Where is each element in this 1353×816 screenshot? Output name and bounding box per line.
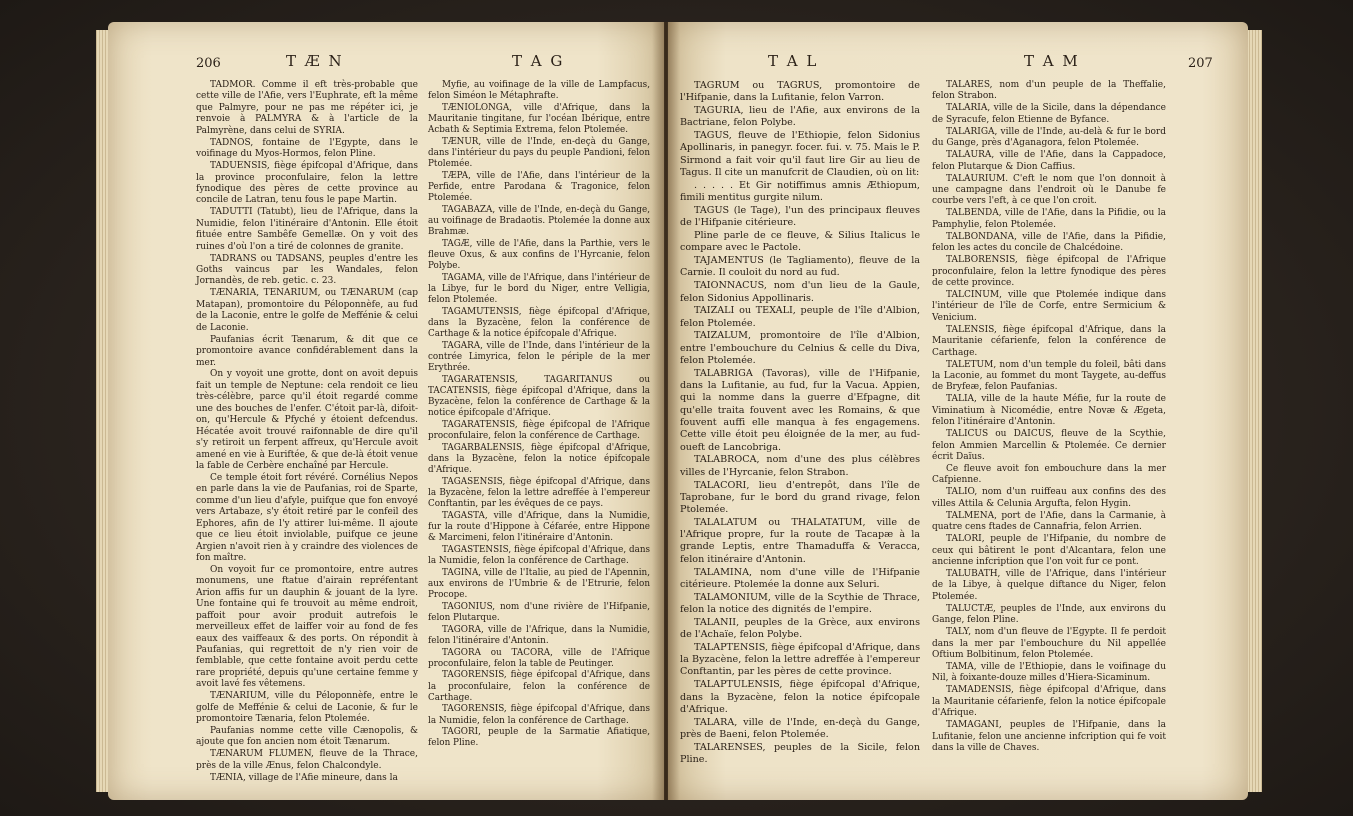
entry-paragraph: TÆNIA, village de l'Afie mineure, dans la bbox=[210, 772, 398, 783]
entry-paragraph: TÆNARIA, TENARIUM, ou TÆNARUM (cap Matapan), promontoire du Péloponnèfe, au fud de la Laconie, entre le golfe de Meffénie & celui de Laconie. bbox=[196, 288, 418, 333]
entry-paragraph: TAGRUM ou TAGRUS, promontoire de l'Hifpanie, dans la Lufitanie, felon Varron. bbox=[680, 80, 920, 104]
book-gutter bbox=[652, 22, 680, 800]
entry-paragraph: TAIZALUM, promontoire de l'île d'Albion, entre l'embouchure du Celnius & celle du Diva, felon Ptolemée. bbox=[680, 330, 920, 367]
entry-paragraph: TADNOS, fontaine de l'Egypte, dans le voifinage du Myos-Hormos, felon Pline. bbox=[196, 137, 418, 160]
entry-paragraph: TAGORA, ville de l'Afrique, dans la Numidie, felon l'itinéraire d'Antonin. bbox=[428, 624, 650, 646]
entry-paragraph: TALALATUM ou THALATATUM, ville de l'Afrique propre, fur la route de Tacapæ à la grande Leptis, entre Thamaduffa & Veracca, felon itinéraire d'Antonin. bbox=[680, 516, 920, 565]
entry-paragraph: TAGUS (le Tage), l'un des principaux fleuves de l'Hifpanie citérieure. bbox=[680, 204, 920, 229]
entry-paragraph: TALABRIGA (Tavoras), ville de l'Hifpanie, dans la Lufitanie, au fud, fur la Vacua. Appien, qui la nomme dans la guerre d'Efpagne, dit qu'elle traita fouvent avec les Romains, & que fouvent auffi elle manqua à fes engagemens. Cette ville étoit peu éloignée de la mer, au fud-oueft de Lancobriga. bbox=[680, 367, 920, 453]
entry-paragraph: TADRANS ou TADSANS, peuples d'entre les Goths vaincus par les Wandales, felon Jornandès, de reb. getic. c. 23. bbox=[196, 253, 418, 287]
entry-paragraph: TAJAMENTUS (le Tagliamento), fleuve de la Carnie. Il couloit du nord au fud. bbox=[680, 255, 920, 279]
entry-paragraph: TALMENA, port de l'Afie, dans la Carmanie, à quatre cens ftades de Cannafria, felon Arrien. bbox=[932, 510, 1166, 533]
entry-paragraph: TALCINUM, ville que Ptolemée indique dans l'intérieur de l'île de Corfe, entre Sermicium & Venicium. bbox=[932, 289, 1166, 323]
entry-paragraph: Myfie, au voifinage de la ville de Lampfacus, felon Siméon le Métaphrafte. bbox=[428, 80, 650, 102]
entry-paragraph: TALICUS ou DAICUS, fleuve de la Scythie, felon Ammien Marcellin & Ptolemée. Ce dernier écrit Daïus. bbox=[932, 429, 1166, 462]
right-column-2 bbox=[932, 80, 1166, 755]
entry-paragraph: TAGABAZA, ville de l'Inde, en-deçà du Gange, au voifinage de Bradaotis. Ptolemée la donne aux Brahmæ. bbox=[428, 204, 650, 238]
entry-paragraph: TALAPTENSIS, fiège épifcopal d'Afrique, dans la Byzacène, felon la lettre adreffée à l'empereur Conftantin, par les pères de cette province. bbox=[680, 641, 920, 678]
entry-paragraph: TALBORENSIS, fiège épifcopal de l'Afrique proconfulaire, felon la lettre fynodique des pères de cette province. bbox=[932, 255, 1166, 288]
entry-paragraph: TÆNIOLONGA, ville d'Afrique, dans la Mauritanie tingitane, fur l'océan Ibérique, entre Acbath & Septimia Extrema, felon Ptolemée. bbox=[428, 102, 650, 136]
entry-paragraph: TALARENSES, peuples de la Sicile, felon Pline. bbox=[680, 741, 920, 766]
entry-paragraph: TALORI, peuple de l'Hifpanie, du nombre de ceux qui bâtirent le pont d'Alcantara, felon une ancienne infcription que l'on voit fur ce pont. bbox=[932, 534, 1166, 567]
entry-paragraph: TAGORENSIS, fiège épifcopal d'Afrique, dans la proconfulaire, felon la conférence de Carthage. bbox=[428, 670, 650, 703]
entry-paragraph: TAGARATENSIS, TAGARITANUS ou TACATENSIS, fiège épifcopal d'Afrique, dans la Byzacène, felon la conférence de Carthage & la notice épifcopale d'Afrique. bbox=[428, 374, 650, 419]
entry-paragraph: TADMOR. Comme il eft très-probable que cette ville de l'Afie, vers l'Euphrate, eft la même que Palmyre, pour ne pas me répéter ici, je renvoie à PALMYRA & à l'article de la Palmyrène, dans celui de SYRIA. bbox=[196, 80, 418, 136]
entry-paragraph: Pline parle de ce fleuve, & Silius Italicus le compare avec le Pactole. bbox=[680, 230, 920, 254]
entry-paragraph: TAGARBALENSIS, fiège épifcopal d'Afrique, dans la Byzacène, felon la notice épifcopale d'Afrique. bbox=[428, 443, 650, 476]
entry-paragraph: TAIONNACUS, nom d'un lieu de la Gaule, felon Sidonius Appollinaris. bbox=[680, 280, 920, 304]
entry-paragraph: Ce fleuve avoit fon embouchure dans la mer Cafpienne. bbox=[932, 463, 1166, 486]
entry-paragraph: TALAURIUM. C'eft le nom que l'on donnoit à une campagne dans l'endroit où le Danube fe courbe vers l'eft, à ce que l'on croit. bbox=[932, 173, 1166, 207]
entry-paragraph: TAGARA, ville de l'Inde, dans l'intérieur de la contrée Limyrica, felon le périple de la mer Erythrée. bbox=[428, 340, 650, 374]
entry-paragraph: TALENSIS, fiège épifcopal d'Afrique, dans la Mauritanie céfarienfe, felon la conférence de Carthage. bbox=[932, 324, 1166, 358]
right-page bbox=[668, 22, 1248, 800]
entry-paragraph: TÆNARUM FLUMEN, fleuve de la Thrace, près de la ville Ænus, felon Chalcondyle. bbox=[196, 749, 418, 771]
entry-paragraph: TAGORENSIS, fiège épifcopal d'Afrique, dans la Numidie, felon la conférence de Carthage. bbox=[428, 704, 650, 726]
entry-paragraph: TAGASTENSIS, fiège épifcopal d'Afrique, dans la Numidie, felon la conférence de Carthage. bbox=[428, 545, 650, 567]
left-running-head-right: T A G bbox=[512, 52, 565, 70]
entry-paragraph: TADUENSIS, fiège épifcopal d'Afrique, dans la province proconfulaire, felon la lettre fynodique des pères de cette province au concile de Latran, tenu fous le pape Martin. bbox=[196, 161, 418, 206]
entry-paragraph: TALETUM, nom d'un temple du foleil, bâti dans la Laconie, au fommet du mont Taygete, au-deffus de Bryfeæ, felon Paufanias. bbox=[932, 359, 1166, 393]
entry-paragraph: TADUTTI (Tatubt), lieu de l'Afrique, dans la Numidie, felon l'itinéraire d'Antonin. Elle étoit fituée entre Sambêfe Gemellæ. On y voit des ruines d'où l'on a tiré de colonnes de granite. bbox=[196, 207, 418, 252]
entry-paragraph: TALAMINA, nom d'une ville de l'Hifpanie citérieure. Ptolemée la donne aux Seluri. bbox=[680, 566, 920, 590]
entry-paragraph: TAGAMA, ville de l'Afrique, dans l'intérieur de la Libye, fur le bord du Niger, entre Velligia, felon Ptolemée. bbox=[428, 272, 650, 306]
entry-paragraph: Ce temple étoit fort révéré. Cornélius Nepos en parle dans la vie de Paufanias, roi de Sparte, comme d'un lieu d'afyle, puifque que fon envoyé vers Artabaze, s'y étoit retiré par le confeil des Ephores, afin de l'y attirer lui-même. Il ajoute que ce lieu étoit inviolable, puifque ce jeune Argien n'avoit rien à y craindre des violences de fon maître. bbox=[196, 472, 418, 563]
entry-paragraph: TALBENDA, ville de l'Afie, dans la Pifidie, ou la Pamphylie, felon Ptolemée. bbox=[932, 208, 1166, 230]
entry-paragraph: TAMA, ville de l'Ethiopie, dans le voifinage du Nil, à foixante-douze milles d'Hiera-Sicaminum. bbox=[932, 661, 1166, 684]
right-page-edges bbox=[1246, 30, 1262, 792]
entry-paragraph: TAGURIA, lieu de l'Afie, aux environs de la Bactriane, felon Polybe. bbox=[680, 105, 920, 129]
entry-paragraph: . . . . . Et Gir notiffimus amnis Æthiopum, fimili mentitus gurgite nilum. bbox=[680, 179, 920, 204]
entry-paragraph: TAGARATENSIS, fiège épifcopal de l'Afrique proconfulaire, felon la conférence de Carthage. bbox=[428, 420, 650, 442]
entry-paragraph: TALBONDANA, ville de l'Afie, dans la Pifidie, felon les actes du concile de Chalcédoine. bbox=[932, 231, 1166, 254]
entry-paragraph: TALAURA, ville de l'Afie, dans la Cappadoce, felon Plutarque & Dion Caffius. bbox=[932, 150, 1166, 172]
entry-paragraph: TAGINA, ville de l'Italie, au pied de l'Apennin, aux environs de l'Umbrie & de l'Etrurie, felon Procope. bbox=[428, 567, 650, 601]
entry-paragraph: TÆNARIUM, ville du Péloponnèfe, entre le golfe de Meffénie & celui de Laconie, & fur le promontoire Tænaria, felon Ptolemée. bbox=[196, 691, 418, 725]
entry-paragraph: Paufanias écrit Tænarum, & dit que ce promontoire avance confidérablement dans la mer. bbox=[196, 334, 418, 368]
left-running-head-left: T Æ N bbox=[286, 52, 344, 70]
right-running-head-right: T A M bbox=[1024, 52, 1080, 70]
entry-paragraph: TALARES, nom d'un peuple de la Theffalie, felon Strabon. bbox=[932, 80, 1166, 102]
entry-paragraph: TALIO, nom d'un ruiffeau aux confins des des villes Attila & Celunia Argufta, felon Hygin. bbox=[932, 487, 1166, 509]
entry-paragraph: TAGAMUTENSIS, fiège épifcopal d'Afrique, dans la Byzacène, felon la conférence de Carthage & la notice épifcopale d'Afrique. bbox=[428, 306, 650, 340]
entry-paragraph: TAGONIUS, nom d'une rivière de l'Hifpanie, felon Plutarque. bbox=[428, 601, 650, 624]
entry-paragraph: TALABROCA, nom d'une des plus célèbres villes de l'Hyrcanie, felon Strabon. bbox=[680, 454, 920, 478]
right-page-number: 207 bbox=[1188, 56, 1213, 71]
entry-paragraph: TALANII, peuples de la Grèce, aux environs de l'Achaïe, felon Polybe. bbox=[680, 616, 920, 641]
entry-paragraph: On voyoit fur ce promontoire, entre autres monumens, une ftatue d'airain repréfentant Arion affis fur un dauphin & jouant de la lyre. Une fontaine qui fe trouvoit au même endroit, paffoit pour avoir produit autrefois le merveilleux effet de laiffer voir au fond de fes eaux des vaiffeaux & des ports. On répondit à Paufanias, qui regrettoit de n'y rien voir de femblable, que cette fontaine avoit perdu cette rare propriété, depuis qu'une certaine femme y avoit lavé fes vêtemens. bbox=[196, 564, 418, 690]
entry-paragraph: TAGORA ou TACORA, ville de l'Afrique proconfulaire, felon la table de Peutinger. bbox=[428, 647, 650, 669]
left-page bbox=[108, 22, 664, 800]
entry-paragraph: TÆPA, ville de l'Afie, dans l'intérieur de la Perfide, entre Parodana & Tragonice, felon Ptolemée. bbox=[428, 170, 650, 204]
left-column-1 bbox=[196, 80, 418, 785]
entry-paragraph: TALIA, ville de la haute Méfie, fur la route de Viminatium à Nicomédie, entre Novæ & Ægeta, felon l'itinéraire d'Antonin. bbox=[932, 394, 1166, 428]
entry-paragraph: TÆNUR, ville de l'Inde, en-deçà du Gange, dans l'intérieur du pays du peuple Pandioni, felon Ptolemée. bbox=[428, 136, 650, 170]
entry-paragraph: TALY, nom d'un fleuve de l'Egypte. Il fe perdoit dans la mer par l'embouchure du Nil appellée Oftium Bolbitinum, felon Ptolemée. bbox=[932, 627, 1166, 660]
entry-paragraph: TAGORI, peuple de la Sarmatie Afiatique, felon Pline. bbox=[428, 727, 650, 749]
entry-paragraph: On y voyoit une grotte, dont on avoit depuis fait un temple de Neptune: cela rendoit ce lieu très-célèbre, parce qu'il étoit regardé comme une des bouches de l'enfer. C'étoit par-là, difoit-on, qu'Hercule & Pfyché y étoient defcendus. Hécatée avoit trouvé raifonnable de dire qu'il s'y retiroit un ferpent affreux, qu'Hercule avoit amené en vie à Euriftée, & que de-là étoit venue la fable de Cerbère enchaîné par Hercule. bbox=[196, 369, 418, 471]
entry-paragraph: TAGASENSIS, fiège épifcopal d'Afrique, dans la Byzacène, felon la lettre adreffée à l'empereur Conftantin, par les évêques de ce pays. bbox=[428, 477, 650, 510]
entry-paragraph: TALAMONIUM, ville de la Scythie de Thrace, felon la notice des dignités de l'empire. bbox=[680, 591, 920, 615]
left-column-2 bbox=[428, 80, 650, 750]
left-page-number: 206 bbox=[196, 56, 221, 71]
entry-paragraph: TAGÆ, ville de l'Afie, dans la Parthie, vers le fleuve Oxus, & aux confins de l'Hyrcanie, felon Polybe. bbox=[428, 238, 650, 272]
entry-paragraph: TAMADENSIS, fiège épifcopal d'Afrique, dans la Mauritanie céfarienfe, felon la notice épifcopale d'Afrique. bbox=[932, 685, 1166, 719]
entry-paragraph: TALARIA, ville de la Sicile, dans la dépendance de Syracufe, felon Etienne de Byfance. bbox=[932, 103, 1166, 125]
entry-paragraph: TAGUS, fleuve de l'Ethiopie, felon Sidonius Apollinaris, in panegyr. focer. fui. v. 75. Mais le P. Sirmond a fait voir qu'il faut lire Gir au lieu de Tagus. Il cite un manufcrit de Claudien, où on lit: bbox=[680, 130, 920, 179]
entry-paragraph: TALUBATH, ville de l'Afrique, dans l'intérieur de la Libye, à quelque diftance du Niger, felon Ptolemée. bbox=[932, 568, 1166, 602]
entry-paragraph: TALACORI, lieu d'entrepôt, dans l'île de Taprobane, fur le bord du grand rivage, felon Ptolemée. bbox=[680, 479, 920, 516]
entry-paragraph: TAIZALI ou TEXALI, peuple de l'île d'Albion, felon Ptolemée. bbox=[680, 305, 920, 329]
entry-paragraph: TALARA, ville de l'Inde, en-deçà du Gange, près de Baeni, felon Ptolemée. bbox=[680, 716, 920, 740]
entry-paragraph: TAMAGANI, peuples de l'Hifpanie, dans la Lufitanie, felon une ancienne infcription qui fe voit dans la ville de Chaves. bbox=[932, 720, 1166, 753]
entry-paragraph: TALARIGA, ville de l'Inde, au-delà & fur le bord du Gange, près d'Aganagora, felon Ptolemée. bbox=[932, 126, 1166, 149]
right-column-1 bbox=[680, 80, 920, 767]
entry-paragraph: TALUCTÆ, peuples de l'Inde, aux environs du Gange, felon Pline. bbox=[932, 603, 1166, 626]
entry-paragraph: Paufanias nomme cette ville Cænopolis, & ajoute que fon ancien nom étoit Tænarum. bbox=[196, 726, 418, 748]
entry-paragraph: TALAPTULENSIS, fiège épifcopal d'Afrique, dans la Byzacène, felon la notice épifcopale d'Afrique. bbox=[680, 679, 920, 715]
right-running-head-left: T A L bbox=[768, 52, 819, 70]
entry-paragraph: TAGASTA, ville d'Afrique, dans la Numidie, fur la route d'Hippone à Céfarée, entre Hippone & Marcimeni, felon l'itinéraire d'Antonin. bbox=[428, 511, 650, 544]
